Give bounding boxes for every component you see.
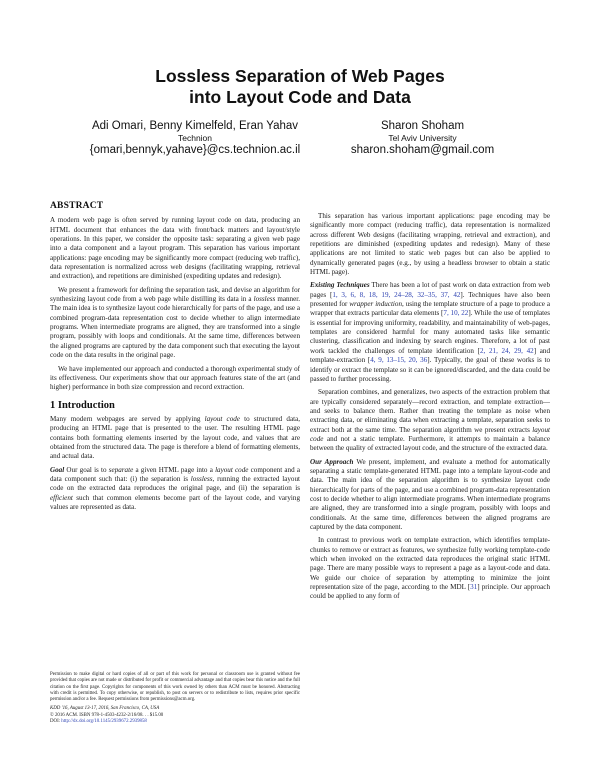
- citation-link[interactable]: 1, 3, 6, 8, 18, 19, 24–28, 32–35, 37, 42: [332, 290, 461, 299]
- doi-link[interactable]: http://dx.doi.org/10.1145/2939672.2939858: [61, 719, 147, 725]
- body-paragraph: In contrast to previous work on template extraction, which identifies template-chunks to remove or extract as features, we synthesize fully working template-code which when invoked on the extracted data reproduces the original static HTML page. There are many possible ways to represent a page as a layout-code and data. We guide our choice of separation by attempting to minimize the joint representation size of the page, according to the MDL [31] principle. Our approach could be applied to any form of: [310, 536, 551, 601]
- author-email: {omari,bennyk,yahave}@cs.technion.ac.il: [89, 144, 301, 156]
- body-paragraph-our-approach: Our Approach We present, implement, and evaluate a method for automatically separating a static template-generated HTML page into a template layout-code and data. The main idea of the separation algorithm is to synthesize layout code hierarchically for parts of the page, and use a combined program-data representation cost to decide whether to align intermediate programs. When intermediate programs are aligned, they are transformed into a single program, possibly with loops and conditionals. At the same time, differences between the aligned programs are captured by the data component.: [310, 457, 550, 531]
- runin-heading-our-approach: Our Approach: [310, 457, 354, 466]
- author-affiliation: Tel Aviv University: [388, 133, 457, 143]
- abstract-paragraph: We have implemented our approach and conducted a thorough experimental study of its effectiveness. Our experiments show that our approach features state of the art (and higher) performance in both size compression and record extraction.: [50, 364, 300, 392]
- citation-link[interactable]: 31: [470, 583, 478, 592]
- body-paragraph: Many modern webpages are served by applying layout code to structured data, producing an HTML page that is presented to the user. The resulting HTML page contains both formatting elements inserted by the layout code, and values that are obtained from the structured data. The page is therefore a blend of formatting elements, and actual data.: [50, 414, 300, 461]
- author-names: Sharon Shoham: [380, 120, 465, 132]
- author-email: sharon.shoham@gmail.com: [350, 144, 495, 156]
- doi-line: DOI: http://dx.doi.org/10.1145/2939672.2939858: [50, 719, 147, 725]
- right-column: [310, 212, 550, 606]
- abstract-paragraph: We present a framework for defining the separation task, and devise an algorithm for synthesizing layout code from a web page while distilling its data in a lossless manner. The main idea is to synthesize layout code hierarchically for parts of the page, and use a combined program-data representation cost to decide whether to align intermediate programs. When intermediate programs are aligned, they are transformed into a single program, possibly with loops and conditionals. At the same time, differences between the aligned programs are captured by the data component such that executing the layout code on the data results in the original page.: [50, 285, 300, 360]
- citation-link[interactable]: 7, 10, 22: [443, 309, 469, 318]
- author-block-tau: [330, 120, 515, 157]
- citation-link[interactable]: 2, 21, 24, 29, 42: [479, 346, 534, 355]
- runin-heading-existing-techniques: Existing Techniques: [310, 281, 370, 290]
- body-paragraph-goal: Goal Our goal is to separate a given HTML page into a layout code component and a data component such that: (i) the separation is lossless, running the extracted layout code on the extracted data reproduces the original page, and (ii) the separation is efficient such that common elements become part of the layout code, and varying values are represented as data.: [50, 465, 300, 511]
- left-column: [50, 202, 300, 516]
- section-heading-introduction: 1 Introduction: [50, 399, 115, 411]
- author-affiliation: Technion: [177, 133, 213, 143]
- author-names: Adi Omari, Benny Kimelfeld, Eran Yahav: [91, 120, 299, 132]
- copyright-footnote: [50, 672, 300, 725]
- abstract-heading: ABSTRACT: [50, 201, 104, 211]
- author-block-technion: [50, 120, 340, 157]
- citation-link[interactable]: 4, 9, 13–15, 20, 36: [370, 356, 428, 365]
- paper-title: [0, 66, 600, 108]
- title-line-1: Lossless Separation of Web Pages: [155, 66, 445, 86]
- venue-line: KDD '16, August 13-17, 2016, San Francisco, CA, USA: [50, 706, 160, 712]
- abstract-paragraph: A modern web page is often served by running layout code on data, producing an HTML document that enhances the data with front/back matters and layout/style operations. In this paper, we consider the opposite task: separating a given web page into a data component and a layout program. This separation has various important applications: page encoding may be significantly more compact (reducing web traffic), data representation is normalized across web designs (facilitating wrapping, retrieval and extraction), and repetitions are diminished (expediting updates and redesign).: [50, 216, 300, 281]
- body-paragraph-existing-techniques: Existing Techniques There has been a lot of past work on data extraction from web pages [1, 3, 6, 8, 18, 19, 24–28, 32–35, 37, 42]. Techniques have also been presented for wrapper induction, using the template structure of a page to produce a wrapper that extracts particular data elements [7, 10, 22]. While the use of templates is essential for improving uniformity, readability, and maintainability of web-pages, templates are considered harmful for many automated tasks like semantic clustering, classification and indexing by search engines. Therefore, a lot of past work tackled the challenges of template identification [2, 21, 24, 29, 42] and template-extraction [4, 9, 13–15, 20, 36]. Typically, the goal of these works is to identify or extract the template so it can be ignored/discarded, and the data could be passed to further processing.: [310, 281, 551, 383]
- copyright-line: © 2016 ACM. ISBN 978-1-4503-4232-2/16/08. . . $15.00: [50, 712, 164, 718]
- permission-notice: Permission to make digital or hard copies of all or part of this work for personal or classroom use is granted without fee provided that copies are not made or distributed for profit or commercial advantage and that copies bear this notice and the full citation on the first page. Copyrights for components of this work owned by others than ACM must be honored. Abstracting with credit is permitted. To copy otherwise, or republish, to post on servers or to redistribute to lists, requires prior specific permission and/or a fee. Request permissions from permissions@acm.org.: [50, 672, 300, 703]
- body-paragraph: This separation has various important applications: page encoding may be significantly more compact (reducing traffic), data representation is normalized across different Web designs (facilitating wrapping, retrieval and extraction), and repetitions are diminished (expediting updates and redesign). Many of these applications are not limited to static web pages but can also be applied to dynamically generated pages (e.g., by using a headless browser to obtain a static HTML page).: [310, 212, 550, 277]
- runin-heading-goal: Goal: [50, 465, 65, 474]
- title-line-2: into Layout Code and Data: [189, 87, 411, 107]
- body-paragraph: Separation combines, and generalizes, two aspects of the extraction problem that are typically considered separately—record extraction, and template extraction—and seeks to balance them. Rather than treating the template as noise when extracting data, or eliminating data when extracting a template, separation seeks to extract both at the same time. The separation algorithm we present extracts layout code and not a static template. Furthermore, it attempts to maintain a balance between the quality of extracted layout code, and the structure of the extracted data.: [310, 388, 550, 453]
